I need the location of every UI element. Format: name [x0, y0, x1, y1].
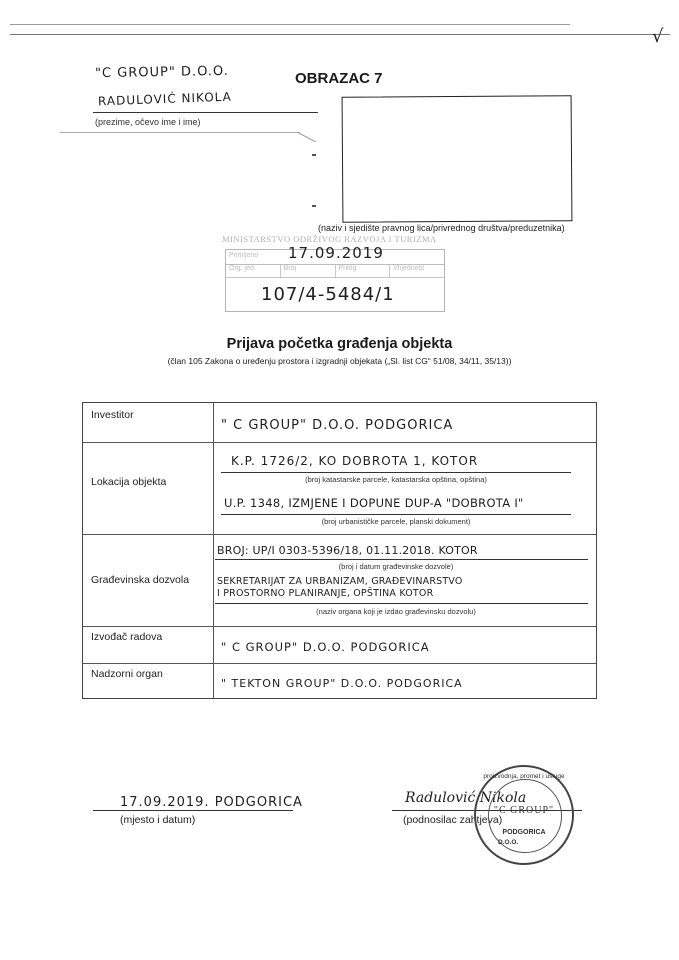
- person-caption: (prezime, očevo ime i ime): [95, 117, 201, 127]
- supervisor-label: Nadzorni organ: [91, 668, 163, 680]
- issuing-authority-line: [215, 603, 588, 604]
- person-name-line: [93, 112, 318, 113]
- table-row-contractor: [83, 626, 596, 664]
- permit-number-value: BROJ: UP/I 0303-5396/18, 01.11.2018. KOTOR: [217, 544, 478, 557]
- investor-label: Investitor: [91, 409, 134, 421]
- form-number: OBRAZAC 7: [295, 70, 383, 87]
- table-row-supervisor: [83, 663, 596, 698]
- location-label: Lokacija objekta: [91, 476, 167, 488]
- issuing-authority-value-1: SEKRETARIJAT ZA URBANIZAM, GRAĐEVINARSTVO: [217, 576, 463, 587]
- received-date: 17.09.2019: [288, 244, 384, 262]
- cadastral-parcel-line: [221, 472, 571, 473]
- stamp-city-text: PODGORICA: [502, 829, 546, 836]
- issuing-authority-caption: (naziv organa koji je izdao građevinsku dozvolu): [316, 607, 476, 616]
- table-row-location: [83, 442, 596, 535]
- applicant-signature: Radulović Nikola: [405, 790, 527, 806]
- checkmark-icon: √: [652, 26, 665, 47]
- application-table: [82, 402, 597, 699]
- cadastral-parcel-caption: (broj katastarske parcele, katastarska opština, opština): [305, 475, 487, 484]
- legal-entity-box: [342, 95, 573, 223]
- registry-col-org: Org. jed.: [226, 265, 281, 277]
- company-name-handwritten: "C GROUP" D.O.O.: [94, 63, 229, 82]
- mark-dash: [312, 154, 316, 156]
- registry-stamp: [225, 244, 445, 312]
- urban-parcel-value: U.P. 1348, IZMJENE I DOPUNE DUP-A "DOBROTA I": [224, 496, 524, 510]
- faint-line: [60, 132, 300, 133]
- registry-columns: [226, 265, 444, 278]
- applicant-caption: (podnosilac zahtjeva): [403, 814, 503, 826]
- registry-col-attachment: Prilog: [336, 265, 391, 277]
- scan-line-second: [10, 34, 670, 35]
- file-number: 107/4-5484/1: [261, 284, 395, 305]
- urban-parcel-caption: (broj urbanističke parcele, planski dokument): [321, 517, 471, 526]
- stamp-center-text: "C GROUP": [493, 805, 555, 816]
- cadastral-parcel-value: K.P. 1726/2, KO DOBROTA 1, KOTOR: [231, 454, 479, 468]
- document-subtitle: (član 105 Zakona o uređenju prostora i izgradnji objekata („Sl. list CG“ 51/08, 34/11, 35/13)): [167, 356, 512, 366]
- building-permit-label: Građevinska dozvola: [91, 574, 190, 586]
- mark-dash-2: [312, 205, 316, 207]
- table-row-building-permit: [83, 534, 596, 627]
- investor-value: " C GROUP" D.O.O. PODGORICA: [221, 418, 454, 433]
- issuing-authority-value-2: I PROSTORNO PLANIRANJE, OPŠTINA KOTOR: [217, 588, 434, 599]
- legal-entity-caption: (naziv i sjedište pravnog lica/privrednog društva/preduzetnika): [318, 223, 565, 233]
- faint-diagonal-line: [298, 132, 316, 142]
- urban-parcel-line: [221, 514, 571, 515]
- person-name-handwritten: RADULOVIĆ NIKOLA: [97, 89, 233, 109]
- permit-number-line: [215, 559, 588, 560]
- contractor-value: " C GROUP" D.O.O. PODGORICA: [221, 640, 430, 654]
- company-stamp: [474, 765, 574, 865]
- stamp-ring-text: proizvodnja, promet i usluge: [483, 773, 565, 780]
- received-label: Primljeno: [229, 252, 259, 259]
- contractor-label: Izvođač radova: [91, 631, 163, 643]
- table-row-investor: [83, 403, 596, 443]
- registry-col-value: Vrijednost: [393, 265, 425, 272]
- scan-line-top: [10, 24, 570, 25]
- place-date-caption: (mjesto i datum): [120, 814, 196, 826]
- document-title: Prijava početka građenja objekta: [226, 336, 453, 352]
- permit-number-caption: (broj i datum građevinske dozvole): [338, 562, 454, 571]
- registry-col-number: Broj: [281, 265, 336, 277]
- place-date-line: [93, 810, 293, 811]
- place-date-value: 17.09.2019. PODGORICA: [120, 795, 303, 810]
- supervisor-value: " TEKTON GROUP" D.O.O. PODGORICA: [221, 677, 463, 690]
- ministry-stamp-text: MINISTARSTVO ODRŽIVOG RAZVOJA I TURIZMA: [222, 234, 437, 244]
- stamp-legal-form: D.O.O.: [498, 839, 519, 846]
